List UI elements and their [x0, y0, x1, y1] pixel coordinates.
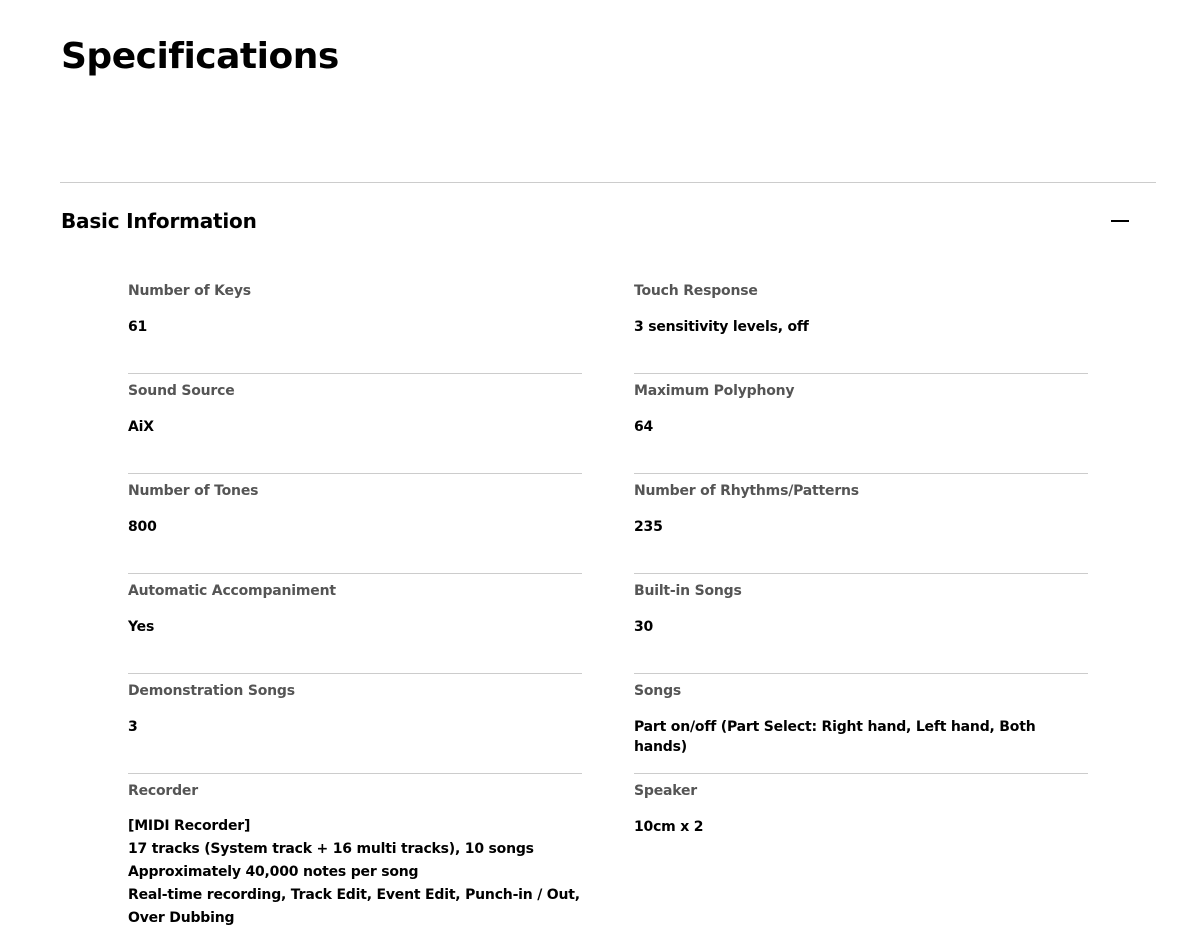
- spec-item-built-in-songs: [634, 574, 1088, 674]
- spec-value: 10cm x 2: [634, 819, 704, 835]
- spec-item-sound-source: [128, 374, 582, 474]
- spec-label: Recorder: [128, 783, 198, 799]
- spec-item-maximum-polyphony: [634, 374, 1088, 474]
- spec-item-demonstration-songs: [128, 674, 582, 774]
- page-title: Specifications: [61, 36, 339, 77]
- spec-label: Built-in Songs: [634, 583, 742, 599]
- recorder-line: Real-time recording, Track Edit, Event Edit, Punch-in / Out, Over Dubbing: [128, 887, 580, 926]
- spec-item-recorder: [128, 774, 582, 930]
- spec-label: Touch Response: [634, 283, 758, 299]
- spec-value: 30: [634, 619, 654, 635]
- spec-label: Maximum Polyphony: [634, 383, 795, 399]
- minus-icon[interactable]: [1109, 211, 1131, 231]
- spec-item-number-of-tones: [128, 474, 582, 574]
- recorder-line: 17 tracks (System track + 16 multi tracks), 10 songs: [128, 841, 534, 857]
- recorder-line: [MIDI Recorder]: [128, 818, 251, 834]
- spec-label: Number of Keys: [128, 283, 251, 299]
- spec-value-multiline: [128, 815, 582, 930]
- spec-label: Number of Tones: [128, 483, 259, 499]
- spec-value: 64: [634, 419, 654, 435]
- section-title: Basic Information: [61, 209, 257, 233]
- spec-value: 61: [128, 319, 148, 335]
- spec-label: Speaker: [634, 783, 697, 799]
- spec-item-number-of-rhythms: [634, 474, 1088, 574]
- spec-value: 3 sensitivity levels, off: [634, 319, 809, 335]
- spec-item-speaker: [634, 774, 1088, 930]
- minus-icon-bar: [1111, 220, 1129, 222]
- spec-value: 800: [128, 519, 157, 535]
- spec-value: Yes: [128, 619, 155, 635]
- spec-item-automatic-accompaniment: [128, 574, 582, 674]
- spec-value: 3: [128, 719, 138, 735]
- section-divider: [60, 182, 1156, 183]
- spec-label: Songs: [634, 683, 682, 699]
- spec-label: Demonstration Songs: [128, 683, 295, 699]
- spec-label: Sound Source: [128, 383, 235, 399]
- spec-label: Automatic Accompaniment: [128, 583, 336, 599]
- spec-grid: [128, 274, 1088, 930]
- spec-item-touch-response: [634, 274, 1088, 374]
- spec-item-number-of-keys: [128, 274, 582, 374]
- spec-label: Number of Rhythms/Patterns: [634, 483, 859, 499]
- spec-value: AiX: [128, 419, 154, 435]
- basic-information-accordion-header[interactable]: [61, 200, 1131, 242]
- spec-value: Part on/off (Part Select: Right hand, Left hand, Both hands): [634, 719, 1036, 755]
- recorder-line: Approximately 40,000 notes per song: [128, 864, 419, 880]
- spec-item-songs: [634, 674, 1088, 774]
- spec-value: 235: [634, 519, 663, 535]
